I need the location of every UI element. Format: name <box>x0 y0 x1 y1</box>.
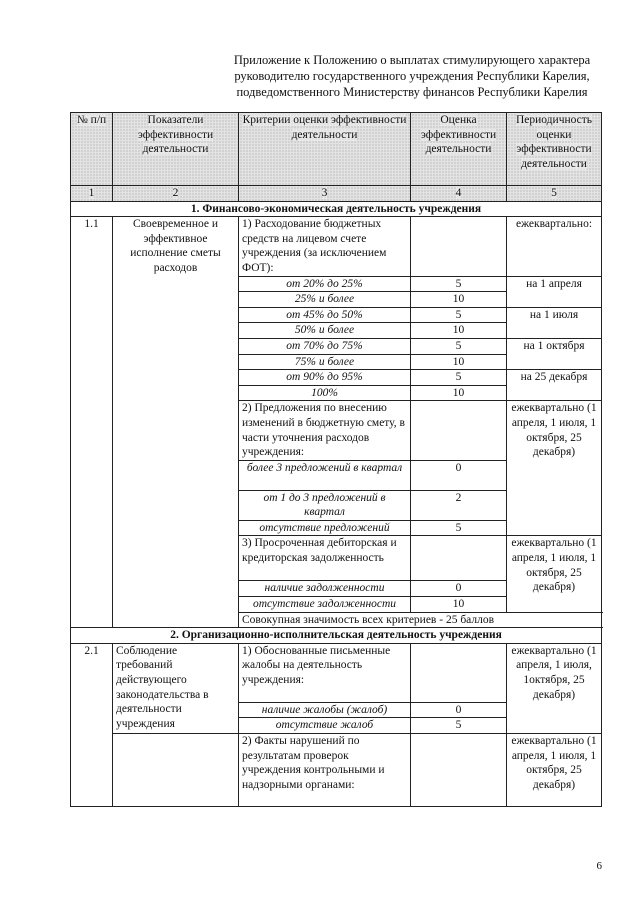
criterion-option: 25% и более <box>239 292 411 308</box>
score-value: 5 <box>411 307 507 323</box>
section-heading-row <box>71 201 602 217</box>
criterion-option: отсутствие задолженности <box>239 597 411 613</box>
indicator-cell-empty <box>113 734 239 807</box>
assessment-date: на 1 октября <box>507 338 602 369</box>
criterion-title: 3) Просроченная дебиторская и кредиторская задолженность <box>239 536 411 581</box>
row-number: 2.1 <box>71 643 113 806</box>
header-line-3: подведомственного Министерству финансов Республики Карелия <box>236 85 588 99</box>
score-cell-empty <box>411 536 507 581</box>
score-value: 5 <box>411 370 507 386</box>
appendix-header-note <box>222 52 602 100</box>
criterion-title: 1) Обоснованные письменные жалобы на деятельность учреждения: <box>239 643 411 702</box>
score-value: 10 <box>411 385 507 401</box>
section-2-title: 2. Организационно-исполнительская деятельность учреждения <box>71 628 602 644</box>
table-header-row <box>71 113 602 186</box>
criterion-option: наличие жалобы (жалоб) <box>239 702 411 718</box>
score-value: 0 <box>411 581 507 597</box>
header-line-1: Приложение к Положению о выплатах стимулирующего характера <box>233 53 591 67</box>
score-value: 5 <box>411 338 507 354</box>
criterion-option: 50% и более <box>239 323 411 339</box>
criterion-title: 2) Предложения по внесению изменений в бюджетную смету, в части уточнения расходов учреждения: <box>239 401 411 460</box>
performance-criteria-table <box>70 112 602 807</box>
criterion-option: отсутствие жалоб <box>239 718 411 734</box>
score-value: 5 <box>411 276 507 292</box>
column-number: 3 <box>239 186 411 202</box>
column-number-row <box>71 186 602 202</box>
score-cell-empty <box>411 734 507 807</box>
periodicity-cell: ежеквартально: <box>507 217 602 276</box>
criterion-option: от 45% до 50% <box>239 307 411 323</box>
criterion-option: от 20% до 25% <box>239 276 411 292</box>
header-line-2: руководителю государственного учреждения Республики Карелия, <box>234 69 590 83</box>
periodicity-cell: ежеквартально (1 апреля, 1 июля, 1 октября, 25 декабря) <box>507 734 602 807</box>
column-number: 5 <box>507 186 602 202</box>
criterion-option: 75% и более <box>239 354 411 370</box>
table-row <box>71 734 602 807</box>
score-value: 0 <box>411 702 507 718</box>
criterion-option: от 70% до 75% <box>239 338 411 354</box>
header-cell-criteria: Критерии оценки эффективности деятельности <box>239 113 411 186</box>
periodicity-cell: ежеквартально (1 апреля, 1 июля, 1 октября, 25 декабря) <box>507 536 602 612</box>
score-value: 5 <box>411 718 507 734</box>
header-cell-indicators: Показатели эффективности деятельности <box>113 113 239 186</box>
table-row <box>71 217 602 276</box>
score-cell-empty <box>411 217 507 276</box>
score-value: 2 <box>411 490 507 520</box>
column-number: 4 <box>411 186 507 202</box>
score-value: 0 <box>411 460 507 490</box>
assessment-date: на 1 июля <box>507 307 602 338</box>
header-cell-score: Оценка эффективности деятельности <box>411 113 507 186</box>
score-value: 5 <box>411 520 507 536</box>
score-value: 10 <box>411 323 507 339</box>
table-row <box>71 643 602 702</box>
criterion-option: от 90% до 95% <box>239 370 411 386</box>
header-cell-periodicity: Периодичность оценки эффективности деятельности <box>507 113 602 186</box>
criterion-option: более 3 предложений в квартал <box>239 460 411 490</box>
section-heading-row <box>71 628 602 644</box>
section-1-title: 1. Финансово-экономическая деятельность учреждения <box>71 201 602 217</box>
score-value: 10 <box>411 597 507 613</box>
periodicity-cell: ежеквартально (1 апреля, 1 июля, 1 октября, 25 декабря) <box>507 401 602 536</box>
criterion-title: 1) Расходование бюджетных средств на лицевом счете учреждения (за исключением ФОТ): <box>239 217 411 276</box>
total-significance: Совокупная значимость всех критериев - 25 баллов <box>239 612 602 628</box>
criterion-option: от 1 до 3 предложений в квартал <box>239 490 411 520</box>
score-cell-empty <box>411 643 507 702</box>
column-number: 1 <box>71 186 113 202</box>
criterion-option: наличие задолженности <box>239 581 411 597</box>
indicator-cell: Соблюдение требований действующего законодательства в деятельности учреждения <box>113 643 239 733</box>
page-number: 6 <box>596 860 602 872</box>
score-value: 10 <box>411 292 507 308</box>
assessment-date: на 25 декабря <box>507 370 602 401</box>
assessment-date: на 1 апреля <box>507 276 602 307</box>
periodicity-cell: ежеквартально (1 апреля, 1 июля, 1октября, 25 декабря) <box>507 643 602 733</box>
score-cell-empty <box>411 401 507 460</box>
criterion-option: отсутствие предложений <box>239 520 411 536</box>
indicator-cell: Своевременное и эффективное исполнение сметы расходов <box>113 217 239 628</box>
column-number: 2 <box>113 186 239 202</box>
header-cell-number: № п/п <box>71 113 113 186</box>
criterion-title: 2) Факты нарушений по результатам проверок учреждения контрольными и надзорными органами: <box>239 734 411 807</box>
criterion-option: 100% <box>239 385 411 401</box>
score-value: 10 <box>411 354 507 370</box>
row-number: 1.1 <box>71 217 113 628</box>
